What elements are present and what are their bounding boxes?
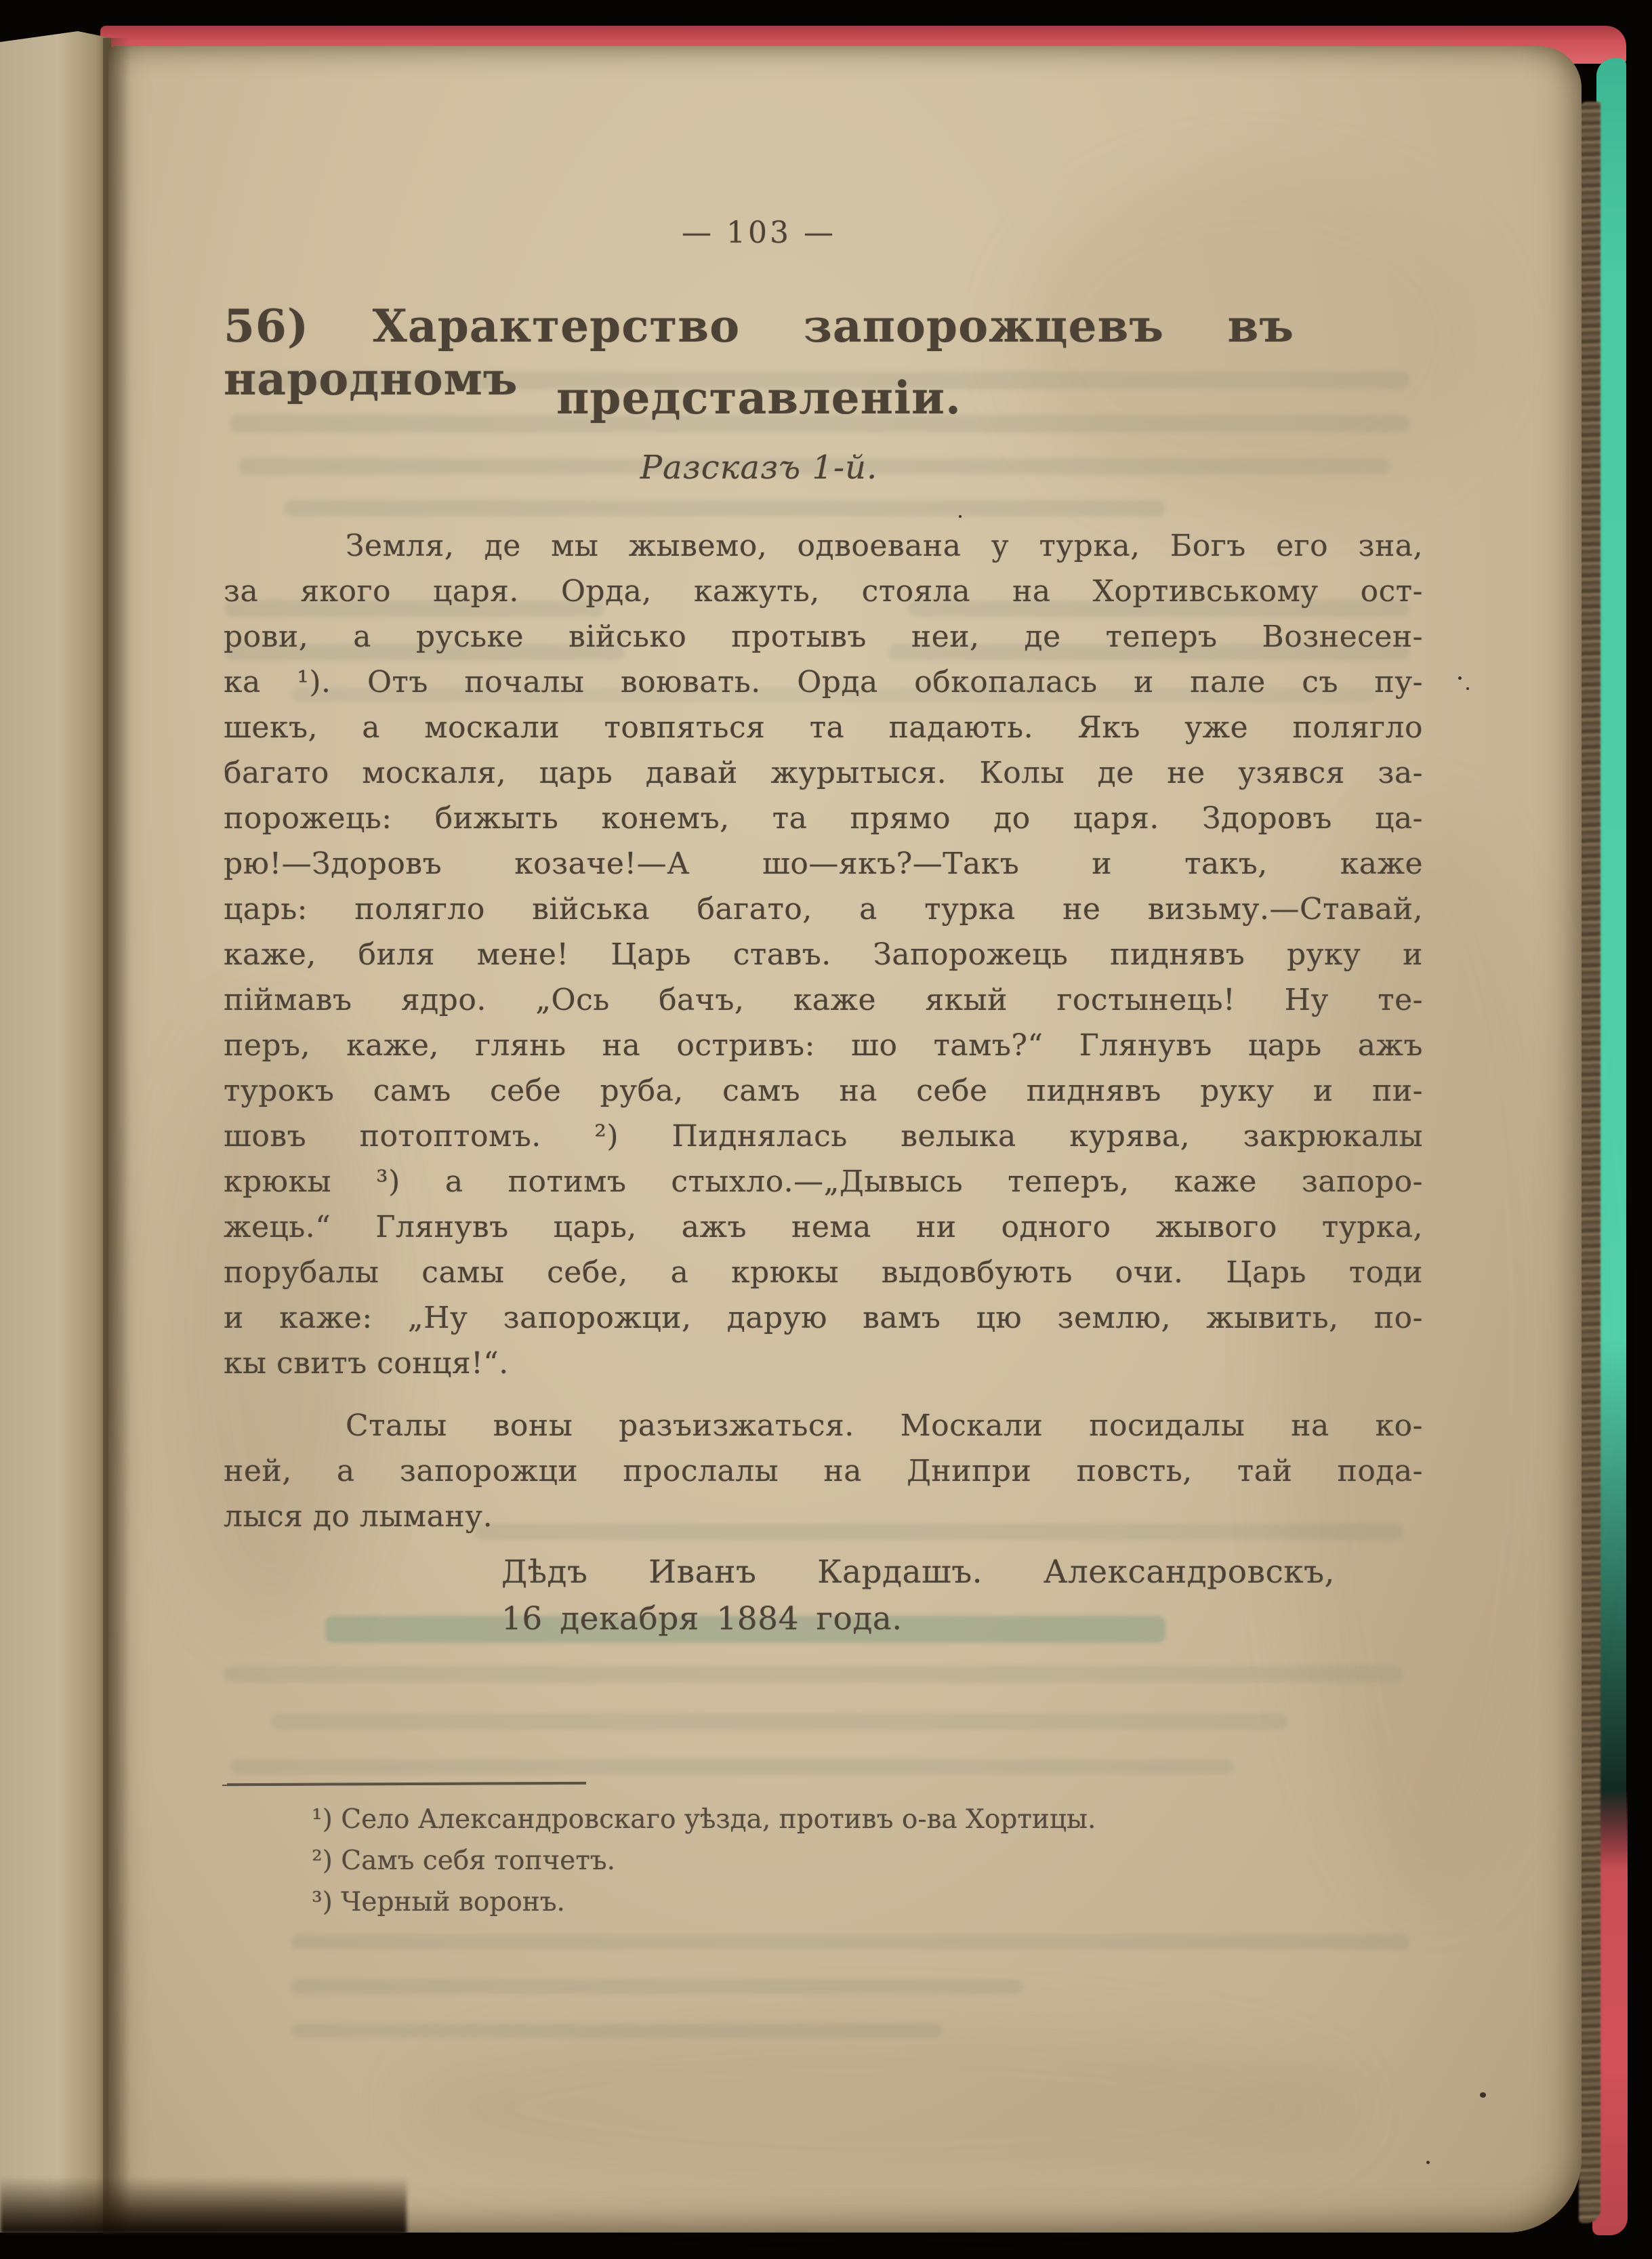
text-line: лыся до лыману. [224, 1499, 493, 1534]
text-line: ка ¹). Отъ почалы воювать. Орда обкопалась и пале съ пу- [224, 665, 1423, 699]
footnotes-block [224, 1799, 1423, 1923]
text-line: турокъ самъ себе руба, самъ на себе пиднявъ руку и пи- [224, 1074, 1423, 1108]
facing-page-edge [0, 31, 111, 2233]
text-line: рови, а руське військо протывъ неи, де теперъ Вознесен- [224, 619, 1423, 654]
page-number: — 103 — [682, 216, 836, 250]
footnote-separator-rule [227, 1782, 586, 1786]
printed-text-block [224, 0, 1423, 2259]
text-line: шовъ потоптомъ. ²) Пиднялась велыка курява, закрюкалы [224, 1119, 1423, 1154]
ink-speck [1466, 687, 1469, 690]
text-line: піймавъ ядро. „Ось бачъ, каже якый гостынець! Ну те- [224, 983, 1423, 1017]
signature-date: 16 декабря 1884 года. [501, 1600, 903, 1637]
text-line: Земля, де мы жывемо, одвоевана у турка, Богъ его зна, [346, 529, 1423, 563]
text-line: Сталы воны разъизжаться. Москали посидалы на ко- [346, 1408, 1423, 1443]
text-line: крюкы ³) а потимъ стыхло.—„Дывысь теперъ, каже запоро- [224, 1164, 1423, 1199]
text-line: порубалы самы себе, а крюкы выдовбують очи. Царь тоди [224, 1255, 1423, 1290]
text-line: и каже: „Ну запорожци, дарую вамъ цю землю, жывить, по- [224, 1301, 1423, 1335]
ink-speck [1458, 676, 1462, 680]
signature-name-place: Дѣдъ Иванъ Кардашъ. Александровскъ, [501, 1553, 1335, 1591]
text-line: багато москаля, царь давай журытыся. Колы де не узявся за- [224, 756, 1423, 790]
footnote: ²) Самъ себя топчетъ. [312, 1846, 615, 1876]
footnote: ¹) Село Александровскаго уѣзда, противъ о-ва Хортицы. [312, 1804, 1096, 1835]
text-line: перъ, каже, глянь на остривъ: шо тамъ?“ Глянувъ царь ажъ [224, 1028, 1423, 1063]
text-line: царь: полягло війська багато, а турка не визьму.—Ставай, [224, 892, 1423, 927]
text-line: ней, а запорожци прослалы на Днипри повсть, тай пода- [224, 1454, 1423, 1488]
ink-speck [1426, 2161, 1430, 2164]
underlying-cover-teal-edge [1596, 58, 1626, 1888]
section-heading-line2: представленіи. [556, 371, 962, 424]
ink-speck [959, 515, 962, 518]
text-line: жець.“ Глянувъ царь, ажъ нема ни одного жывого турка, [224, 1210, 1423, 1244]
story-paragraph-1 [224, 523, 1423, 1386]
footnote: ³) Черный воронъ. [312, 1887, 565, 1917]
text-line: каже, биля мене! Царь ставъ. Запорожець пиднявъ руку и [224, 937, 1423, 972]
story-paragraph-2 [224, 1403, 1423, 1539]
section-title: Характерство запорожцевъ въ народномъ [224, 300, 1294, 405]
narrator-signature [501, 1553, 1335, 1637]
story-subtitle: Разсказъ 1-й. [640, 449, 878, 487]
text-line: порожець: бижыть конемъ, та прямо до царя. Здоровъ ца- [224, 801, 1423, 836]
section-number: 56) [224, 300, 310, 352]
ink-speck [1480, 2092, 1486, 2098]
text-line: рю!—Здоровъ козаче!—А шо—якъ?—Такъ и такъ, каже [224, 847, 1423, 881]
gutter-shadow [103, 38, 130, 2234]
text-line: кы свитъ сонця!“. [224, 1346, 509, 1381]
text-line: за якого царя. Орда, кажуть, стояла на Хортивському ост- [224, 574, 1423, 609]
text-line: шекъ, а москали товпяться та падають. Якъ уже полягло [224, 710, 1423, 745]
stacked-page-edges [1579, 102, 1601, 2223]
